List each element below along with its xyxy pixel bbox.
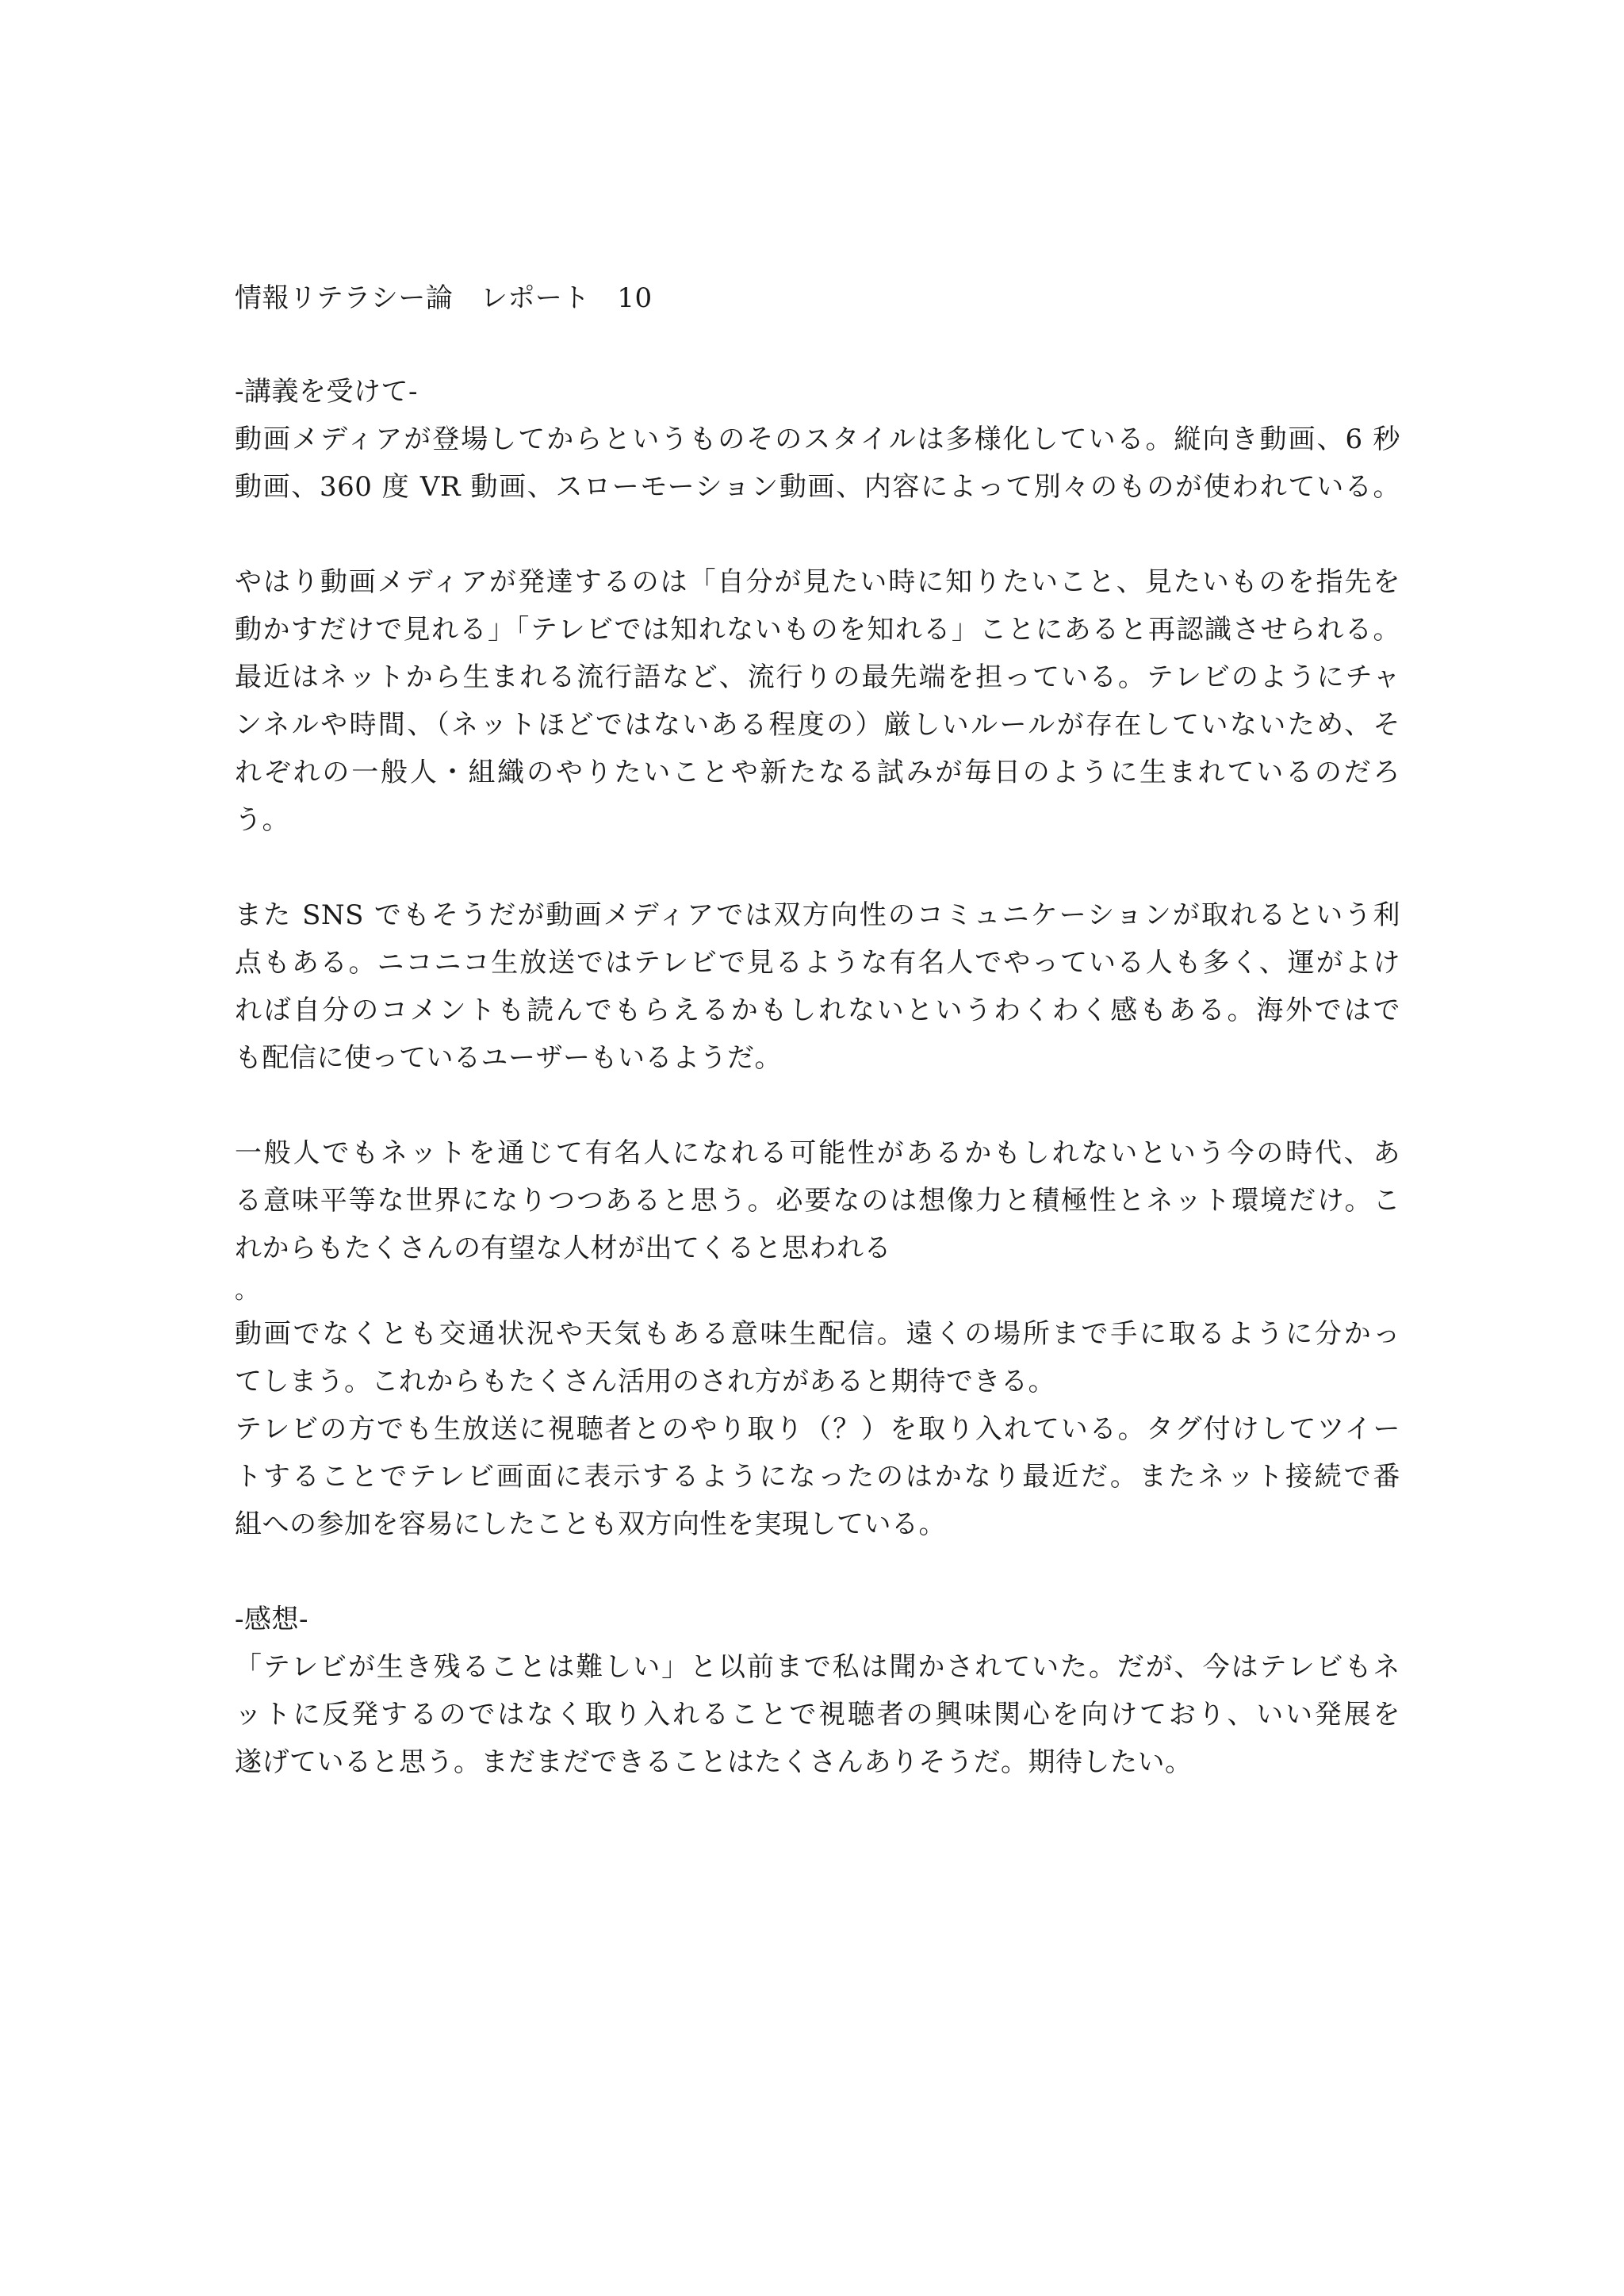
- paragraph-line: も配信に使っているユーザーもいるようだ。: [235, 1042, 782, 1074]
- paragraph-line: 一般人でもネットを通じて有名人になれる可能性があるかもしれないという今の時代、あ: [235, 1137, 1400, 1169]
- paragraph-line: 組への参加を容易にしたことも双方向性を実現している。: [235, 1508, 946, 1540]
- paragraph-line: れぞれの一般人・組織のやりたいことや新たなる試みが毎日のように生まれているのだろ: [235, 757, 1400, 788]
- paragraph-line: 動画メディアが登場してからというものそのスタイルは多様化している。縦向き動画、6 秒: [235, 424, 1400, 455]
- paragraph-line: また SNS でもそうだが動画メディアでは双方向性のコミュニケーションが取れるという利: [235, 899, 1400, 931]
- paragraph-line: れば自分のコメントも読んでもらえるかもしれないというわくわく感もある。海外ではで: [235, 995, 1400, 1026]
- spacer: [235, 1082, 1400, 1129]
- section-heading-impression: -感想-: [235, 1604, 308, 1635]
- section-heading-lecture: -講義を受けて-: [235, 376, 418, 408]
- paragraph-line: 動かすだけで見れる」「テレビでは知れないものを知れる」ことにあると再認識させられる。: [235, 614, 1400, 646]
- spacer: [235, 844, 1400, 891]
- paragraph-line: ンネルや時間、（ネットほどではないある程度の）厳しいルールが存在していないため、そ: [235, 709, 1400, 741]
- paragraph-line: 動画、360 度 VR 動画、スローモーション動画、内容によって別々のものが使われている。: [235, 471, 1400, 503]
- paragraph-line: トすることでテレビ画面に表示するようになったのはかなり最近だ。またネット接続で番: [235, 1461, 1400, 1493]
- paragraph-line: ットに反発するのではなく取り入れることで視聴者の興味関心を向けており、いい発展を: [235, 1699, 1400, 1731]
- paragraph-line: 遂げていると思う。まだまだできることはたくさんありそうだ。期待したい。: [235, 1746, 1193, 1778]
- spacer: [235, 328, 1400, 368]
- paragraph-line: テレビの方でも生放送に視聴者とのやり取り（？）を取り入れている。タグ付けしてツイー: [235, 1413, 1400, 1445]
- paragraph-line: 「テレビが生き残ることは難しい」と以前まで私は聞かされていた。だが、今はテレビもネ: [235, 1651, 1400, 1683]
- spacer: [235, 511, 1400, 558]
- paragraph-line: 最近はネットから生まれる流行語など、流行りの最先端を担っている。テレビのようにチャ: [235, 661, 1400, 693]
- paragraph-line: う。: [235, 804, 289, 836]
- paragraph-line: てしまう。これからもたくさん活用のされ方があると期待できる。: [235, 1366, 1055, 1397]
- document-title: 情報リテラシー論 レポート 10: [235, 282, 653, 314]
- paragraph-line: 動画でなくとも交通状況や天気もある意味生配信。遠くの場所まで手に取るように分かっ: [235, 1318, 1400, 1350]
- paragraph-line: れからもたくさんの有望な人材が出てくると思われる: [235, 1232, 891, 1264]
- paragraph-line: 。: [235, 1277, 259, 1305]
- paragraph-line: やはり動画メディアが発達するのは「自分が見たい時に知りたいこと、見たいものを指先を: [235, 566, 1400, 598]
- document-body: [235, 268, 1400, 1786]
- spacer: [235, 1548, 1400, 1596]
- paragraph-line: 点もある。ニコニコ生放送ではテレビで見るような有名人でやっている人も多く、運がよけ: [235, 947, 1400, 979]
- paragraph-line: る意味平等な世界になりつつあると思う。必要なのは想像力と積極性とネット環境だけ。こ: [235, 1185, 1400, 1217]
